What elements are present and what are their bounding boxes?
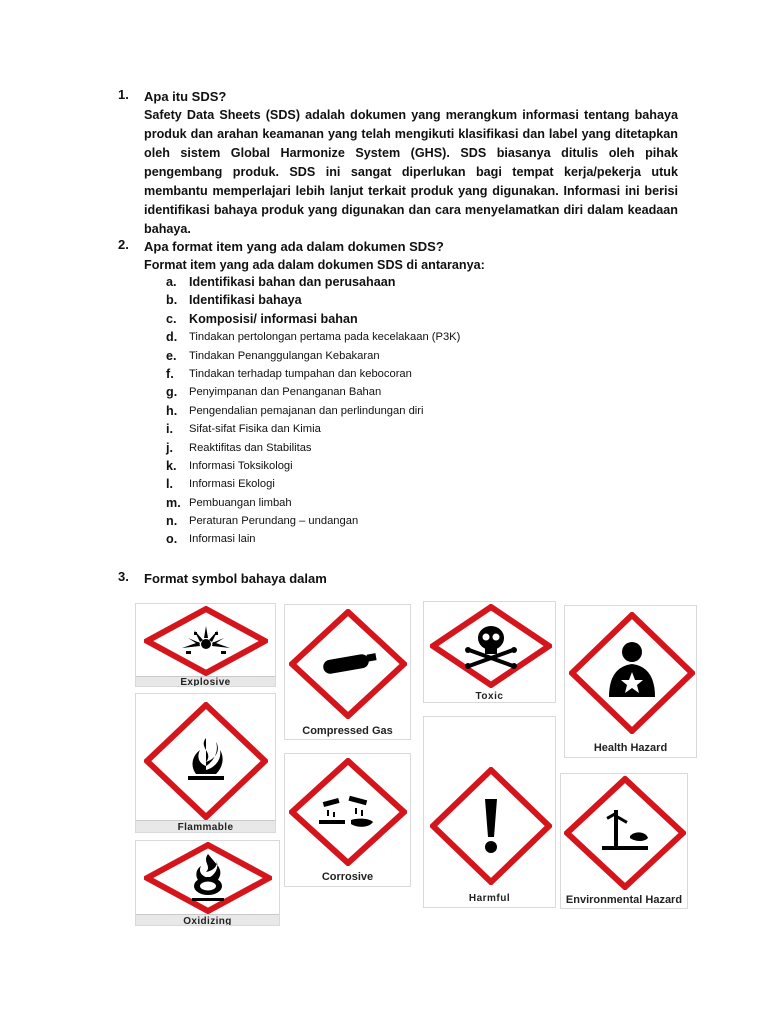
environment-icon [564,776,686,890]
hazard-card-flammable [135,693,276,833]
question-1 [118,87,678,239]
sds-item-list [166,273,566,549]
hazard-card-compressed-gas [284,604,411,740]
question-intro: Format item yang ada dalam dokumen SDS di antaranya: [144,258,485,272]
flame-icon [144,702,268,820]
health-hazard-icon [569,612,695,734]
hazard-card-health-hazard [564,605,697,758]
list-item: e. Tindakan Penanggulangan Kebakaran [166,348,380,363]
hazard-label: Harmful [468,893,511,904]
hazard-label: Oxidizing [136,914,279,926]
flame-over-circle-icon [144,842,272,914]
list-item: n. Peraturan Perundang – undangan [166,514,359,529]
skull-crossbones-icon [430,604,552,688]
question-number: 2. [118,237,129,252]
hazard-card-explosive [135,603,276,687]
question-title: Apa itu SDS? [144,89,227,104]
question-number: 3. [118,569,129,584]
hazard-label: Explosive [136,676,275,687]
hazard-label: Flammable [136,820,275,833]
list-item: l. Informasi Ekologi [166,477,275,492]
hazard-label: Health Hazard [593,742,668,754]
hazard-card-harmful [423,716,556,908]
corrosion-icon [289,758,407,866]
list-item: c. Komposisi/ informasi bahan [166,311,358,326]
question-title: Format symbol bahaya dalam [144,571,327,586]
question-2 [118,237,678,275]
hazard-card-environmental-hazard [560,773,688,909]
question-3 [118,569,678,588]
hazard-card-oxidizing [135,840,280,926]
list-item: h. Pengendalian pemajanan dan perlindungan diri [166,403,424,418]
list-item: o. Informasi lain [166,532,256,547]
question-number: 1. [118,87,129,102]
hazard-card-toxic [423,601,556,703]
list-item: j. Reaktifitas dan Stabilitas [166,440,312,455]
list-item: g. Penyimpanan dan Penanganan Bahan [166,385,382,400]
list-item: f. Tindakan terhadap tumpahan dan kebocoran [166,366,412,381]
list-item: m. Pembuangan limbah [166,495,292,510]
exclamation-mark-icon [430,767,552,885]
list-item: b. Identifikasi bahaya [166,293,302,308]
hazard-card-corrosive [284,753,411,887]
question-answer: Safety Data Sheets (SDS) adalah dokumen yang merangkum informasi tentang bahaya produk dan arahan keamanan yang telah mengikuti klasifikasi dan label yang ditetapkan oleh sistem Global Harmonize System (GHS). SDS biasanya ditulis oleh pihak pengembang produk. SDS ini sangat diperlukan bagi tempat kerja/pekerja utuk membantu memperlajari lebih lanjut terkait produk yang digunakan. Informasi ini berisi identifikasi bahaya produk yang digunakan dan cara menyelamatkan diri dalam keadaan bahaya. [144,108,678,236]
explosive-icon [144,606,268,676]
list-item: k. Informasi Toksikologi [166,458,293,473]
hazard-label: Toxic [475,691,504,702]
list-item: d. Tindakan pertolongan pertama pada kecelakaan (P3K) [166,330,461,345]
list-item: i. Sifat-sifat Fisika dan Kimia [166,422,321,437]
list-item: a. Identifikasi bahan dan perusahaan [166,275,396,289]
hazard-label: Compressed Gas [302,725,393,737]
hazard-label: Corrosive [321,871,374,883]
gas-cylinder-icon [289,609,407,719]
hazard-label: Environmental Hazard [565,894,683,906]
question-title: Apa format item yang ada dalam dokumen SDS? [144,239,444,254]
